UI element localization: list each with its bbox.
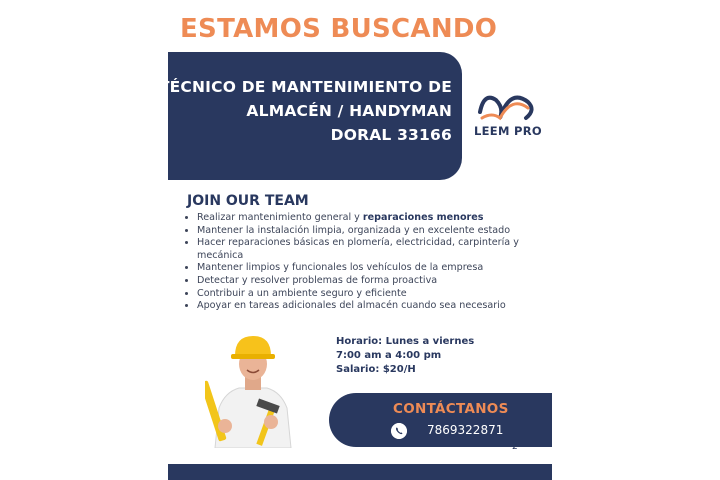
job-title-line-3: DORAL 33166 (330, 126, 452, 144)
duties-list (186, 212, 537, 313)
section-title: JOIN OUR TEAM (187, 193, 309, 209)
job-title-line-2: ALMACÉN / HANDYMAN (246, 102, 452, 120)
job-title-line-1: TÉCNICO DE MANTENIMIENTO DE (158, 78, 452, 96)
list-item: • Contribuir a un ambiente seguro y eficiente (197, 288, 537, 301)
page-number: 2 (512, 442, 518, 452)
schedule-days: Horario: Lunes a viernes (336, 336, 475, 347)
contact-title: CONTÁCTANOS (393, 401, 509, 417)
list-item: • Hacer reparaciones básicas en plomería, electricidad, carpintería y mecánica (197, 237, 537, 262)
logo-text: LEEM PRO (474, 124, 542, 138)
footer-bar (168, 464, 552, 480)
list-item: • Mantener la instalación limpia, organizada y en excelente estado (197, 225, 537, 238)
list-item: • Realizar mantenimiento general y reparaciones menores (197, 212, 537, 225)
job-title-box (158, 52, 462, 180)
salary: Salario: $20/H (336, 364, 416, 375)
worker-photo (205, 330, 300, 448)
phone-number[interactable]: 7869322871 (427, 423, 504, 437)
headline: ESTAMOS BUSCANDO (180, 14, 498, 44)
schedule-hours: 7:00 am a 4:00 pm (336, 350, 442, 361)
list-item: • Mantener limpios y funcionales los vehículos de la empresa (197, 262, 537, 275)
list-item: • Detectar y resolver problemas de forma proactiva (197, 275, 537, 288)
job-info (336, 335, 474, 377)
whatsapp-icon (391, 423, 407, 439)
list-item: • Apoyar en tareas adicionales del almacén cuando sea necesario (197, 300, 537, 313)
